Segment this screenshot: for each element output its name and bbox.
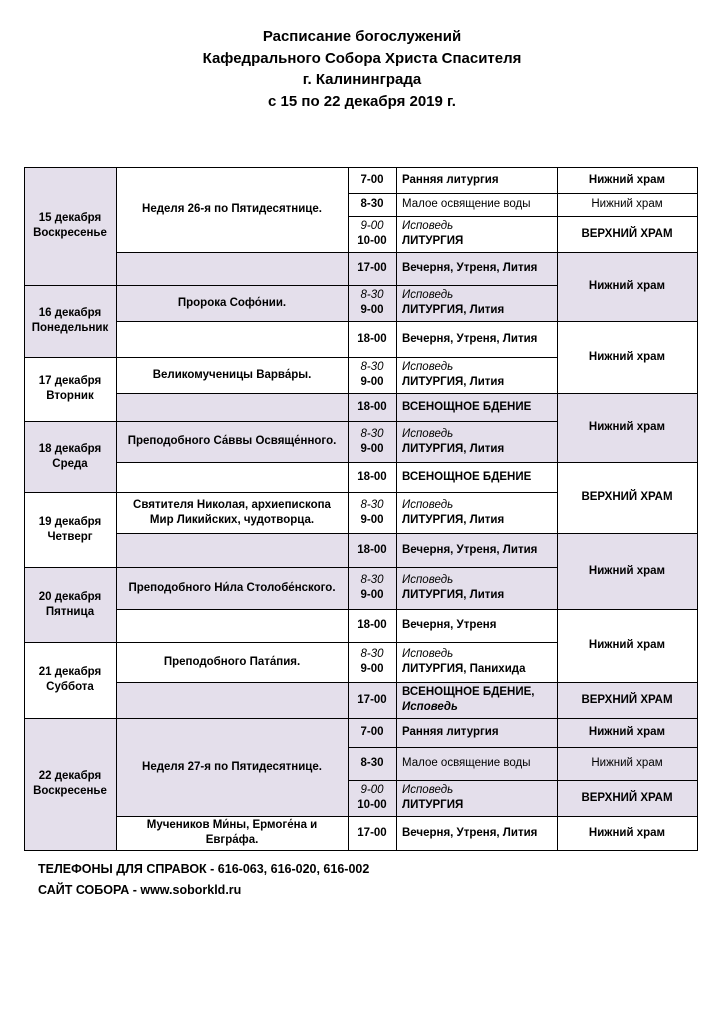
service-main: Вечерня, Утреня, Лития: [402, 262, 538, 274]
day-date: 21 декабря: [38, 666, 102, 678]
service-cell: [396, 393, 557, 421]
service-cell: [396, 357, 557, 393]
service-main: Ранняя литургия: [402, 726, 499, 738]
grid-line: [24, 850, 117, 851]
time-main: 7-00: [360, 173, 384, 186]
service-cell: [396, 747, 557, 780]
time-main: 17-00: [357, 693, 387, 706]
day-label: [39, 665, 102, 695]
place-cell: [557, 780, 697, 816]
day-label: [39, 590, 102, 620]
time-main: 10-00: [357, 235, 387, 247]
day-label: [33, 211, 107, 241]
grid-line: [557, 682, 698, 683]
grid-line: [697, 167, 698, 851]
grid-line: [24, 357, 117, 358]
time-cell: [348, 285, 396, 321]
grid-line: [348, 462, 558, 463]
grid-line: [116, 492, 349, 493]
service-main: Малое освящение воды: [402, 198, 531, 210]
time-main: 18-00: [357, 619, 387, 631]
time-main: 17-00: [357, 826, 387, 839]
grid-line: [348, 718, 558, 719]
service-main: Вечерня, Утреня: [402, 619, 497, 631]
church-name: Нижний храм: [588, 350, 666, 363]
day-date: 16 декабря: [38, 307, 102, 319]
feast-cell: [116, 609, 348, 642]
grid-line: [116, 682, 349, 683]
time-cell: [348, 609, 396, 642]
service-cell: [396, 421, 557, 462]
grid-line: [557, 850, 698, 851]
service-cell: [396, 167, 557, 193]
grid-line: [24, 492, 117, 493]
service-cell: [396, 252, 557, 285]
time-main: 9-00: [360, 513, 384, 526]
feast-cell: [116, 252, 348, 285]
time-main: 9-00: [360, 589, 384, 601]
service-main: ВСЕНОЩНОЕ БДЕНИЕ: [402, 400, 532, 413]
feast-cell: [116, 492, 348, 533]
grid-line: [116, 533, 349, 534]
grid-line: [557, 462, 698, 463]
place-cell: [557, 609, 697, 682]
service-cell: [396, 682, 557, 718]
time-cell: [348, 533, 396, 567]
church-name: Нижний храм: [591, 757, 663, 769]
time-start: 8-30: [360, 498, 384, 511]
time-main: 8-30: [360, 198, 384, 210]
day-weekday: Воскресенье: [33, 785, 107, 797]
place-cell: [557, 747, 697, 780]
grid-line: [116, 816, 349, 817]
title-line-4: с 15 по 22 декабря 2019 г.: [268, 92, 456, 110]
feast-cell: [116, 682, 348, 718]
time-cell: [348, 718, 396, 747]
time-start: 9-00: [360, 784, 384, 796]
day-label: [39, 442, 102, 472]
day-date: 18 декабря: [38, 442, 102, 455]
grid-line: [348, 533, 558, 534]
church-name: Нижний храм: [588, 173, 666, 186]
grid-line: [116, 252, 349, 253]
church-name: Нижний храм: [588, 639, 666, 651]
grid-line: [116, 321, 349, 322]
service-main: Малое освящение воды: [402, 757, 531, 769]
grid-line: [116, 421, 349, 422]
service-main: ЛИТУРГИЯ, Лития: [402, 513, 505, 526]
grid-line: [348, 252, 558, 253]
grid-line: [116, 718, 349, 719]
time-cell: [348, 421, 396, 462]
grid-line: [348, 682, 558, 683]
day-date: 19 декабря: [38, 515, 102, 528]
day-cell: [24, 567, 116, 642]
place-cell: [557, 167, 697, 193]
grid-line: [348, 780, 558, 781]
day-date: 20 декабря: [38, 590, 102, 603]
service-confession: Исповедь: [402, 498, 454, 511]
time-cell: [348, 492, 396, 533]
day-date: 15 декабря: [38, 212, 102, 224]
footer-phones: ТЕЛЕФОНЫ ДЛЯ СПРАВОК - 616-063, 616-020, 616-002: [38, 862, 370, 876]
feast-cell: [116, 285, 348, 321]
service-cell: [396, 285, 557, 321]
service-main: Вечерня, Утреня, Лития: [402, 543, 538, 556]
day-date: 22 декабря: [38, 770, 102, 782]
day-date: 17 декабря: [38, 375, 102, 387]
grid-line: [348, 609, 558, 610]
church-name: Нижний храм: [588, 421, 666, 433]
grid-line: [348, 167, 349, 851]
grid-line: [557, 718, 698, 719]
place-cell: [557, 216, 697, 252]
day-cell: [24, 167, 116, 285]
grid-line: [557, 393, 698, 394]
grid-line: [348, 492, 558, 493]
time-main: 7-00: [360, 726, 384, 738]
grid-line: [24, 567, 117, 568]
service-main: Вечерня, Утреня, Лития: [402, 826, 538, 839]
feast-cell: [116, 421, 348, 462]
feast-cell: [116, 718, 348, 816]
place-cell: [557, 393, 697, 462]
service-main: ВСЕНОЩНОЕ БДЕНИЕ: [402, 470, 532, 483]
time-cell: [348, 747, 396, 780]
grid-line: [116, 850, 349, 851]
service-main: Ранняя литургия: [402, 173, 499, 186]
title-line-3: г. Калининграда: [302, 71, 422, 88]
day-label: [32, 306, 108, 336]
service-cell: [396, 816, 557, 850]
time-cell: [348, 816, 396, 850]
place-cell: [557, 816, 697, 850]
time-cell: [348, 682, 396, 718]
grid-line: [24, 285, 117, 286]
church-name: ВЕРХНИЙ ХРАМ: [581, 693, 673, 706]
service-cell: [396, 492, 557, 533]
grid-line: [116, 567, 349, 568]
time-start: 8-30: [360, 289, 384, 301]
feast-cell: [116, 357, 348, 393]
grid-line: [348, 321, 558, 322]
service-cell: [396, 642, 557, 682]
church-name: Нижний храм: [591, 198, 663, 210]
time-main: 10-00: [357, 799, 387, 811]
feast-name: Святителя Николая, архиепископа Мир Ликийских, чудотворца.: [133, 498, 331, 526]
service-cell: [396, 216, 557, 252]
time-main: 9-00: [360, 663, 384, 675]
grid-line: [557, 252, 698, 253]
time-start: 8-30: [360, 361, 384, 373]
feast-name: Неделя 27-я по Пятидесятнице.: [142, 760, 322, 773]
feast-name: Преподобного Са́ввы Освяще́нного.: [127, 435, 337, 447]
feast-cell: [116, 816, 348, 850]
grid-line: [348, 357, 558, 358]
service-main: ЛИТУРГИЯ, Лития: [402, 589, 505, 601]
day-weekday: Четверг: [47, 530, 93, 543]
time-start: 9-00: [360, 220, 384, 232]
place-cell: [557, 533, 697, 609]
grid-line: [116, 393, 349, 394]
place-cell: [557, 462, 697, 533]
church-name: ВЕРХНИЙ ХРАМ: [581, 227, 673, 240]
grid-line: [348, 642, 558, 643]
church-name: ВЕРХНИЙ ХРАМ: [581, 791, 673, 804]
service-main: ЛИТУРГИЯ, Лития: [402, 376, 505, 388]
service-cell: [396, 718, 557, 747]
feast-name: Преподобного Пата́пия.: [163, 655, 301, 668]
grid-line: [348, 393, 558, 394]
church-name: ВЕРХНИЙ ХРАМ: [581, 491, 673, 503]
service-confession: Исповедь: [402, 427, 454, 440]
time-cell: [348, 321, 396, 357]
grid-line: [116, 167, 117, 851]
day-cell: [24, 357, 116, 421]
grid-line: [396, 167, 397, 851]
church-name: Нижний храм: [588, 826, 666, 839]
grid-line: [557, 321, 698, 322]
grid-line: [24, 642, 117, 643]
grid-line: [557, 816, 698, 817]
day-cell: [24, 642, 116, 718]
title-line-1: Расписание богослужений: [262, 28, 462, 45]
feast-name: Пророка Софо́нии.: [177, 296, 287, 309]
grid-line: [348, 216, 558, 217]
service-main: ЛИТУРГИЯ: [402, 799, 464, 811]
grid-line: [116, 642, 349, 643]
service-confession: Исповедь: [402, 220, 454, 232]
time-main: 8-30: [360, 757, 384, 769]
day-weekday: Среда: [52, 457, 88, 470]
service-cell: [396, 462, 557, 492]
time-cell: [348, 252, 396, 285]
service-main: ЛИТУРГИЯ, Лития: [402, 304, 505, 316]
footer-site: САЙТ СОБОРА - www.soborkld.ru: [38, 883, 242, 897]
service-confession: Исповедь: [402, 361, 454, 373]
day-label: [33, 769, 107, 799]
grid-line: [348, 747, 558, 748]
page-title: [0, 26, 724, 112]
grid-line: [116, 462, 349, 463]
time-cell: [348, 462, 396, 492]
church-name: Нижний храм: [588, 726, 666, 738]
feast-name: Великомученицы Варва́ры.: [152, 368, 312, 381]
grid-line: [557, 609, 698, 610]
grid-line: [116, 285, 349, 286]
day-cell: [24, 285, 116, 357]
grid-line: [116, 609, 349, 610]
grid-line: [24, 167, 698, 168]
time-main: 9-00: [360, 304, 384, 316]
time-start: 8-30: [360, 574, 384, 586]
time-start: 8-30: [360, 427, 384, 440]
service-cell: [396, 567, 557, 609]
grid-line: [557, 780, 698, 781]
time-main: 9-00: [360, 442, 384, 455]
time-cell: [348, 780, 396, 816]
day-weekday: Понедельник: [31, 322, 109, 334]
grid-line: [24, 167, 25, 851]
service-main: ЛИТУРГИЯ, Панихида: [402, 663, 526, 675]
service-main: ЛИТУРГИЯ: [402, 235, 464, 247]
grid-line: [348, 421, 558, 422]
feast-cell: [116, 321, 348, 357]
grid-line: [348, 567, 558, 568]
time-cell: [348, 642, 396, 682]
day-label: [39, 374, 102, 404]
feast-cell: [116, 462, 348, 492]
grid-line: [557, 216, 698, 217]
day-weekday: Суббота: [46, 681, 94, 693]
day-cell: [24, 492, 116, 567]
service-confession: Исповедь: [402, 289, 454, 301]
time-cell: [348, 167, 396, 193]
service-main: ВСЕНОЩНОЕ БДЕНИЕ,: [402, 686, 535, 698]
grid-line: [24, 718, 117, 719]
feast-cell: [116, 167, 348, 252]
day-label: [39, 515, 102, 545]
place-cell: [557, 252, 697, 321]
day-cell: [24, 718, 116, 850]
service-cell: [396, 609, 557, 642]
time-cell: [348, 216, 396, 252]
feast-name: Преподобного Ни́ла Столобе́нского.: [128, 581, 336, 594]
time-main: 18-00: [357, 400, 387, 413]
feast-cell: [116, 533, 348, 567]
church-name: Нижний храм: [588, 564, 666, 577]
grid-line: [557, 747, 698, 748]
time-cell: [348, 193, 396, 216]
grid-line: [348, 193, 558, 194]
day-weekday: Вторник: [46, 390, 94, 402]
feast-name: Мучеников Ми́ны, Ермоге́на и Евгра́фа.: [146, 819, 318, 846]
time-cell: [348, 393, 396, 421]
service-main: ЛИТУРГИЯ, Лития: [402, 442, 505, 455]
title-line-2: Кафедрального Собора Христа Спасителя: [202, 49, 522, 67]
time-cell: [348, 567, 396, 609]
feast-name: Неделя 26-я по Пятидесятнице.: [142, 203, 322, 215]
time-main: 18-00: [357, 543, 387, 556]
time-cell: [348, 357, 396, 393]
time-main: 18-00: [357, 470, 387, 483]
place-cell: [557, 718, 697, 747]
time-main: 18-00: [357, 332, 387, 345]
service-cell: [396, 321, 557, 357]
time-main: 9-00: [360, 376, 384, 388]
grid-line: [348, 285, 558, 286]
place-cell: [557, 321, 697, 393]
service-sub: Исповедь: [402, 701, 458, 713]
grid-line: [557, 193, 698, 194]
place-cell: [557, 682, 697, 718]
service-cell: [396, 533, 557, 567]
feast-cell: [116, 642, 348, 682]
service-main: Вечерня, Утреня, Лития: [402, 332, 538, 345]
grid-line: [116, 357, 349, 358]
time-start: 8-30: [360, 648, 384, 660]
day-cell: [24, 421, 116, 492]
feast-cell: [116, 393, 348, 421]
service-cell: [396, 780, 557, 816]
church-name: Нижний храм: [588, 280, 666, 292]
feast-cell: [116, 567, 348, 609]
service-confession: Исповедь: [402, 648, 454, 660]
service-confession: Исповедь: [402, 574, 454, 586]
grid-line: [557, 533, 698, 534]
time-main: 17-00: [357, 262, 387, 274]
service-cell: [396, 193, 557, 216]
place-cell: [557, 193, 697, 216]
grid-line: [348, 816, 558, 817]
grid-line: [24, 421, 117, 422]
day-weekday: Пятница: [45, 605, 95, 618]
grid-line: [557, 167, 558, 851]
day-weekday: Воскресенье: [33, 227, 107, 239]
service-confession: Исповедь: [402, 784, 454, 796]
